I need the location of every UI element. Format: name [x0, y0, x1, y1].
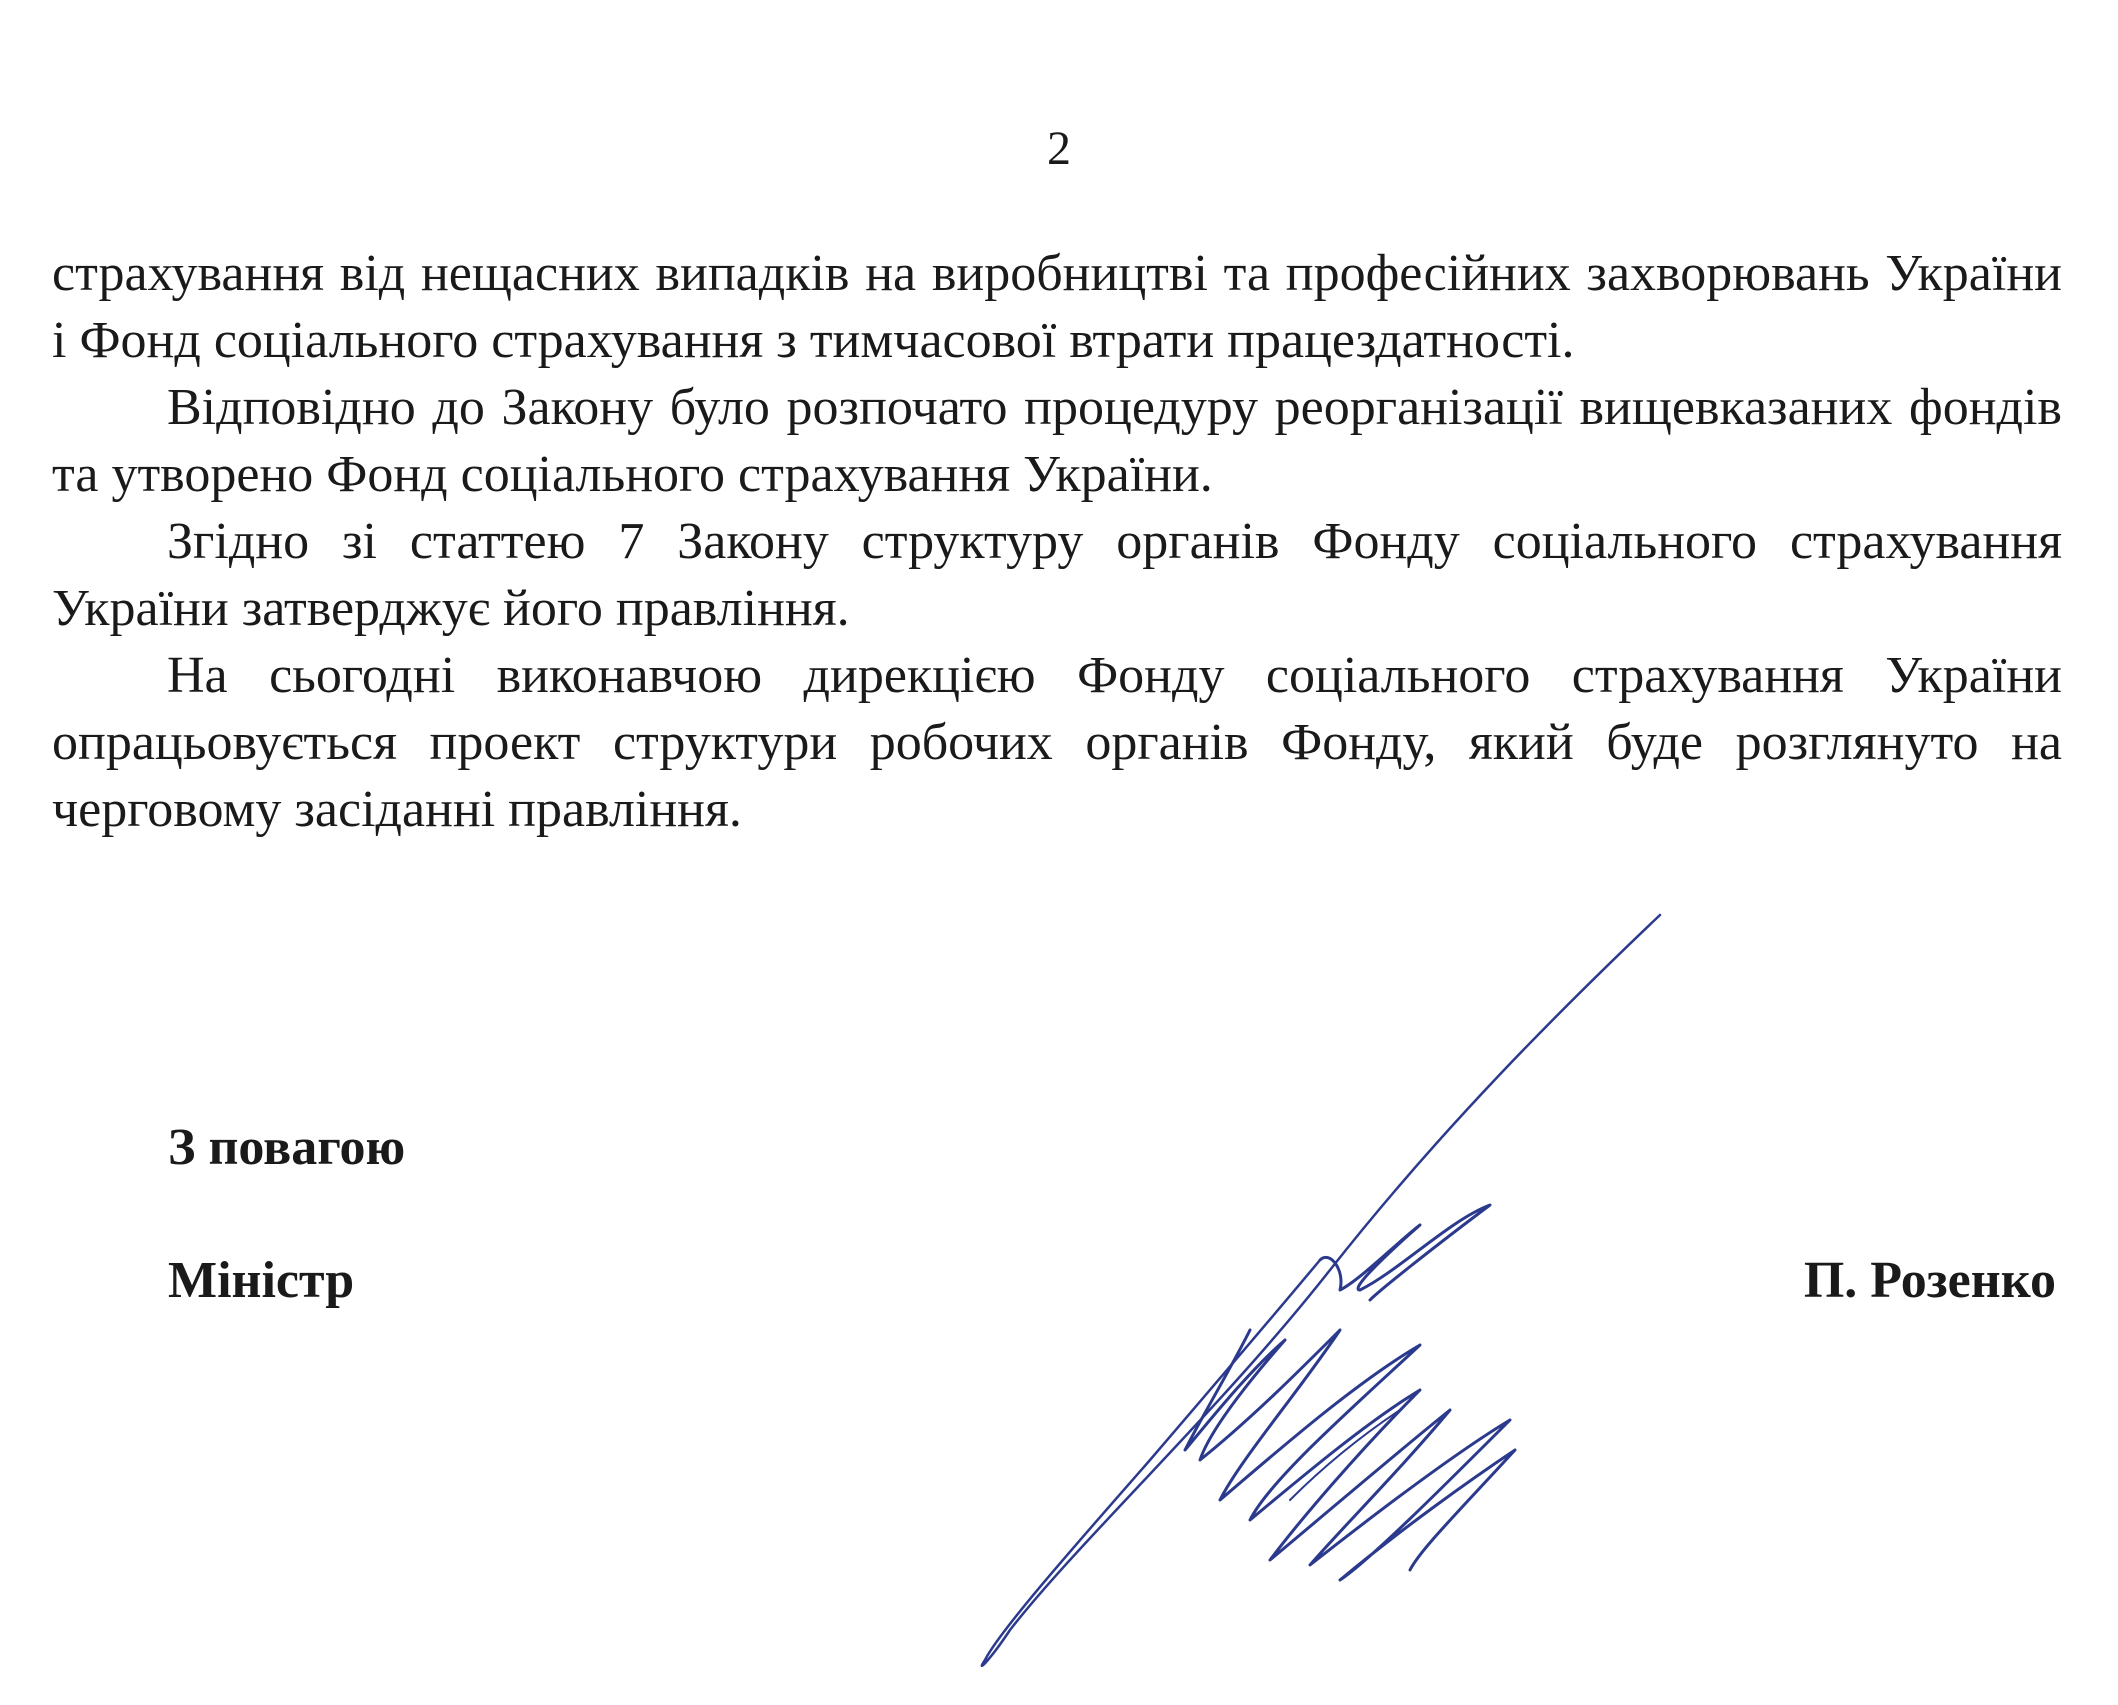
page-number: 2 [1047, 122, 1071, 175]
signatory-position: Міністр [168, 1252, 355, 1309]
closing-phrase: З повагою [168, 1119, 406, 1176]
letter-body [52, 240, 2062, 843]
paragraph-article-7: Згідно зі статтею 7 Закону структуру органів Фонду соціального страхування України затверджує його правління. [52, 513, 2062, 637]
paragraph-reorganization: Відповідно до Закону було розпочато процедуру реорганізації вищевказаних фондів та утворено Фонд соціального страхування України. [52, 379, 2062, 503]
paragraph-current-status: На сьогодні виконавчою дирекцією Фонду соціального страхування України опрацьовується проект структури робочих органів Фонду, який буде розглянуто на черговому засіданні правління. [52, 647, 2062, 838]
paragraph-continuation: страхування від нещасних випадків на виробництві та професійних захворювань України і Фонд соціального страхування з тимчасової втрати працездатності. [52, 245, 2062, 369]
signatory-name: П. Розенко [1803, 1252, 2056, 1309]
